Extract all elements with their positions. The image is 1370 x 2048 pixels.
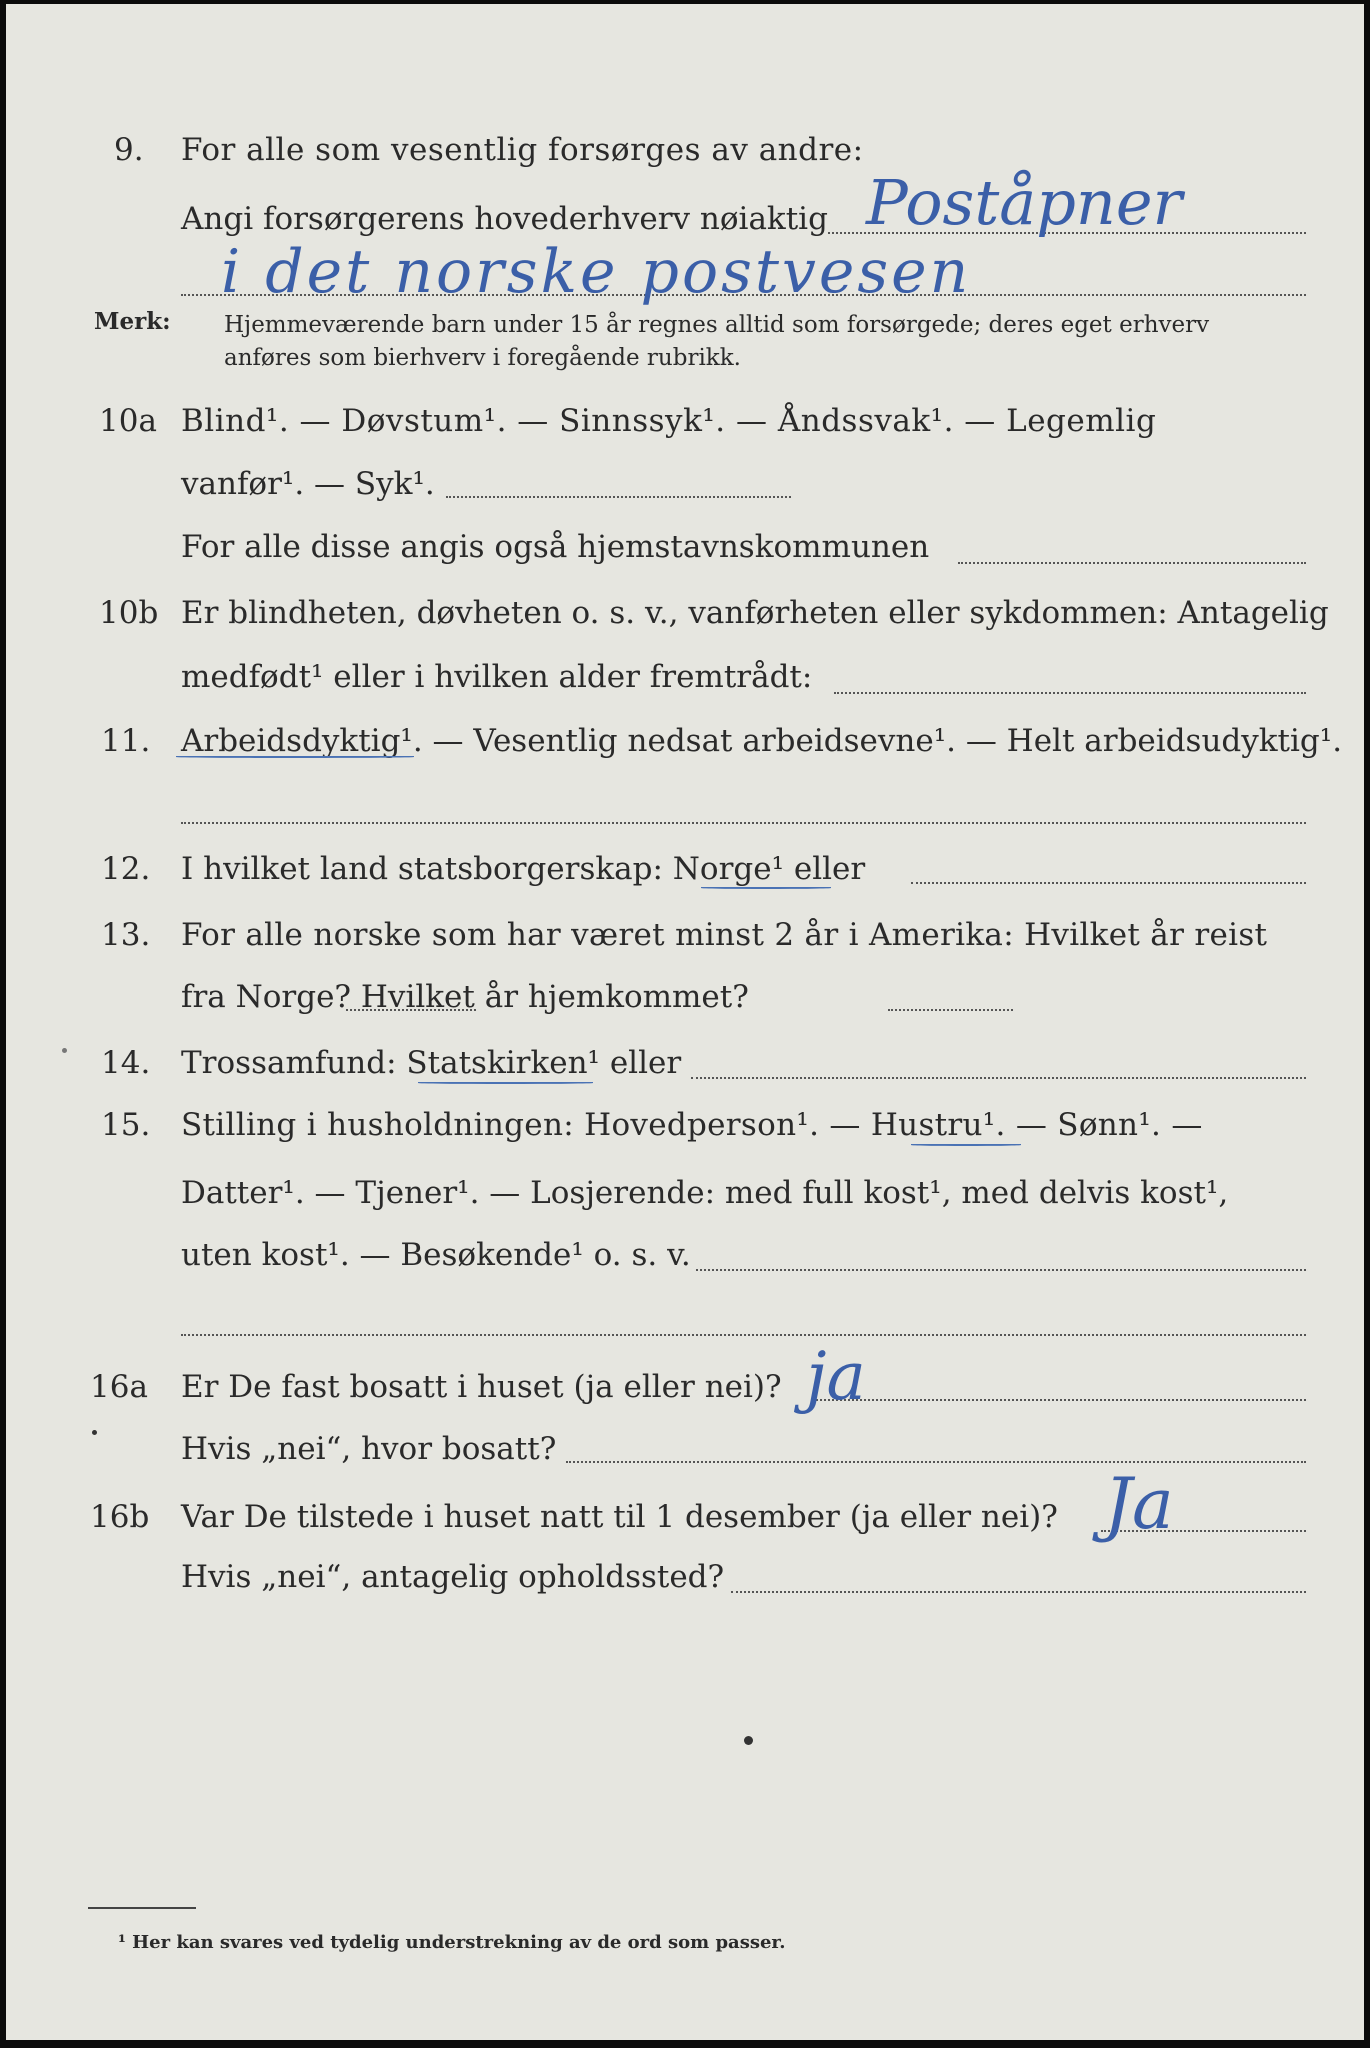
answer-line-q16b-opholdssted (731, 1591, 1306, 1593)
handwritten-answer-q9-line2: i det norske postvesen (221, 237, 972, 307)
note-line1: Hjemmeværende barn under 15 år regnes alltid som forsørgede; deres eget erhverv (224, 312, 1210, 338)
answer-line-q15b (181, 1334, 1306, 1336)
question-11-line1: Arbeidsdyktig¹. — Vesentlig nedsat arbeidsevne¹. — Helt arbeidsudyktig¹. (181, 723, 1343, 759)
question-14-line1: Trossamfund: Statskirken¹ eller (181, 1045, 682, 1081)
answer-line-q13-hjemkommet (888, 1009, 1013, 1011)
question-9-line2: Angi forsørgerens hovederhverv nøiaktig (181, 201, 828, 237)
question-11-number: 11. (101, 723, 151, 759)
answer-line-q14 (691, 1077, 1306, 1079)
note-line2: anføres som bierhverv i foregående rubrikk. (224, 345, 741, 371)
ink-dot (92, 1430, 97, 1435)
question-12-number: 12. (101, 851, 151, 887)
question-16a-line1: Er De fast bosatt i huset (ja eller nei)? (181, 1369, 782, 1405)
question-14-number: 14. (101, 1045, 151, 1081)
question-16a-line2: Hvis „nei“, hvor bosatt? (181, 1431, 557, 1467)
footnote-rule (88, 1907, 196, 1909)
question-10a-line2: vanfør¹. — Syk¹. (181, 466, 435, 502)
underline-statskirken (418, 1082, 593, 1084)
underline-hustru (911, 1144, 1021, 1146)
question-9-number: 9. (114, 132, 144, 168)
answer-line-q12 (911, 882, 1306, 884)
handwritten-answer-q9-line1: Poståpner (866, 166, 1183, 239)
answer-line-q16a-bosatt (566, 1461, 1306, 1463)
question-10b-line1: Er blindheten, døvheten o. s. v., vanførheten eller sykdommen: Antagelig (181, 595, 1329, 631)
answer-line-q15a (696, 1269, 1306, 1271)
question-10b-number: 10b (99, 595, 159, 631)
note-label: Merk: (94, 308, 171, 335)
question-10a-line3: For alle disse angis også hjemstavnskommunen (181, 529, 930, 565)
question-13-line1: For alle norske som har været minst 2 år i Amerika: Hvilket år reist (181, 917, 1268, 953)
census-form-page (6, 4, 1364, 2040)
handwritten-answer-q16a: ja (806, 1338, 866, 1415)
question-13-line2: fra Norge? Hvilket år hjemkommet? (181, 979, 749, 1015)
question-16a-number: 16a (90, 1369, 148, 1405)
question-12-line1: I hvilket land statsborgerskap: Norge¹ eller (181, 851, 866, 887)
answer-line-q11 (181, 822, 1306, 824)
handwritten-answer-q16b: Ja (1104, 1463, 1174, 1545)
question-15-line2: Datter¹. — Tjener¹. — Losjerende: med full kost¹, med delvis kost¹, (181, 1175, 1229, 1211)
answer-line-q10a-municipality (958, 562, 1306, 564)
question-10a-number: 10a (99, 403, 157, 439)
question-10b-line2: medfødt¹ eller i hvilken alder fremtrådt: (181, 659, 813, 695)
question-16b-line1: Var De tilstede i huset natt til 1 desember (ja eller nei)? (181, 1499, 1058, 1535)
answer-line-q13-reist (346, 1009, 476, 1011)
underline-norge (701, 887, 831, 889)
footnote: ¹ Her kan svares ved tydelig understrekning av de ord som passer. (118, 1932, 786, 1953)
underline-arbeidsdyktig (176, 756, 414, 758)
question-10a-line1: Blind¹. — Døvstum¹. — Sinnssyk¹. — Åndssvak¹. — Legemlig (181, 403, 1157, 439)
ink-dot (744, 1736, 753, 1745)
question-13-number: 13. (101, 917, 151, 953)
answer-line-q10b (834, 692, 1306, 694)
question-15-line1: Stilling i husholdningen: Hovedperson¹. — Hustru¹. — Sønn¹. — (181, 1107, 1203, 1143)
question-9-line1: For alle som vesentlig forsørges av andre: (181, 132, 864, 168)
question-16b-line2: Hvis „nei“, antagelig opholdssted? (181, 1559, 725, 1595)
answer-line-q10a (446, 496, 791, 498)
answer-line-q16a (816, 1399, 1306, 1401)
question-16b-number: 16b (90, 1499, 150, 1535)
question-15-line3: uten kost¹. — Besøkende¹ o. s. v. (181, 1237, 691, 1273)
question-15-number: 15. (101, 1107, 151, 1143)
ink-dot (62, 1048, 67, 1053)
